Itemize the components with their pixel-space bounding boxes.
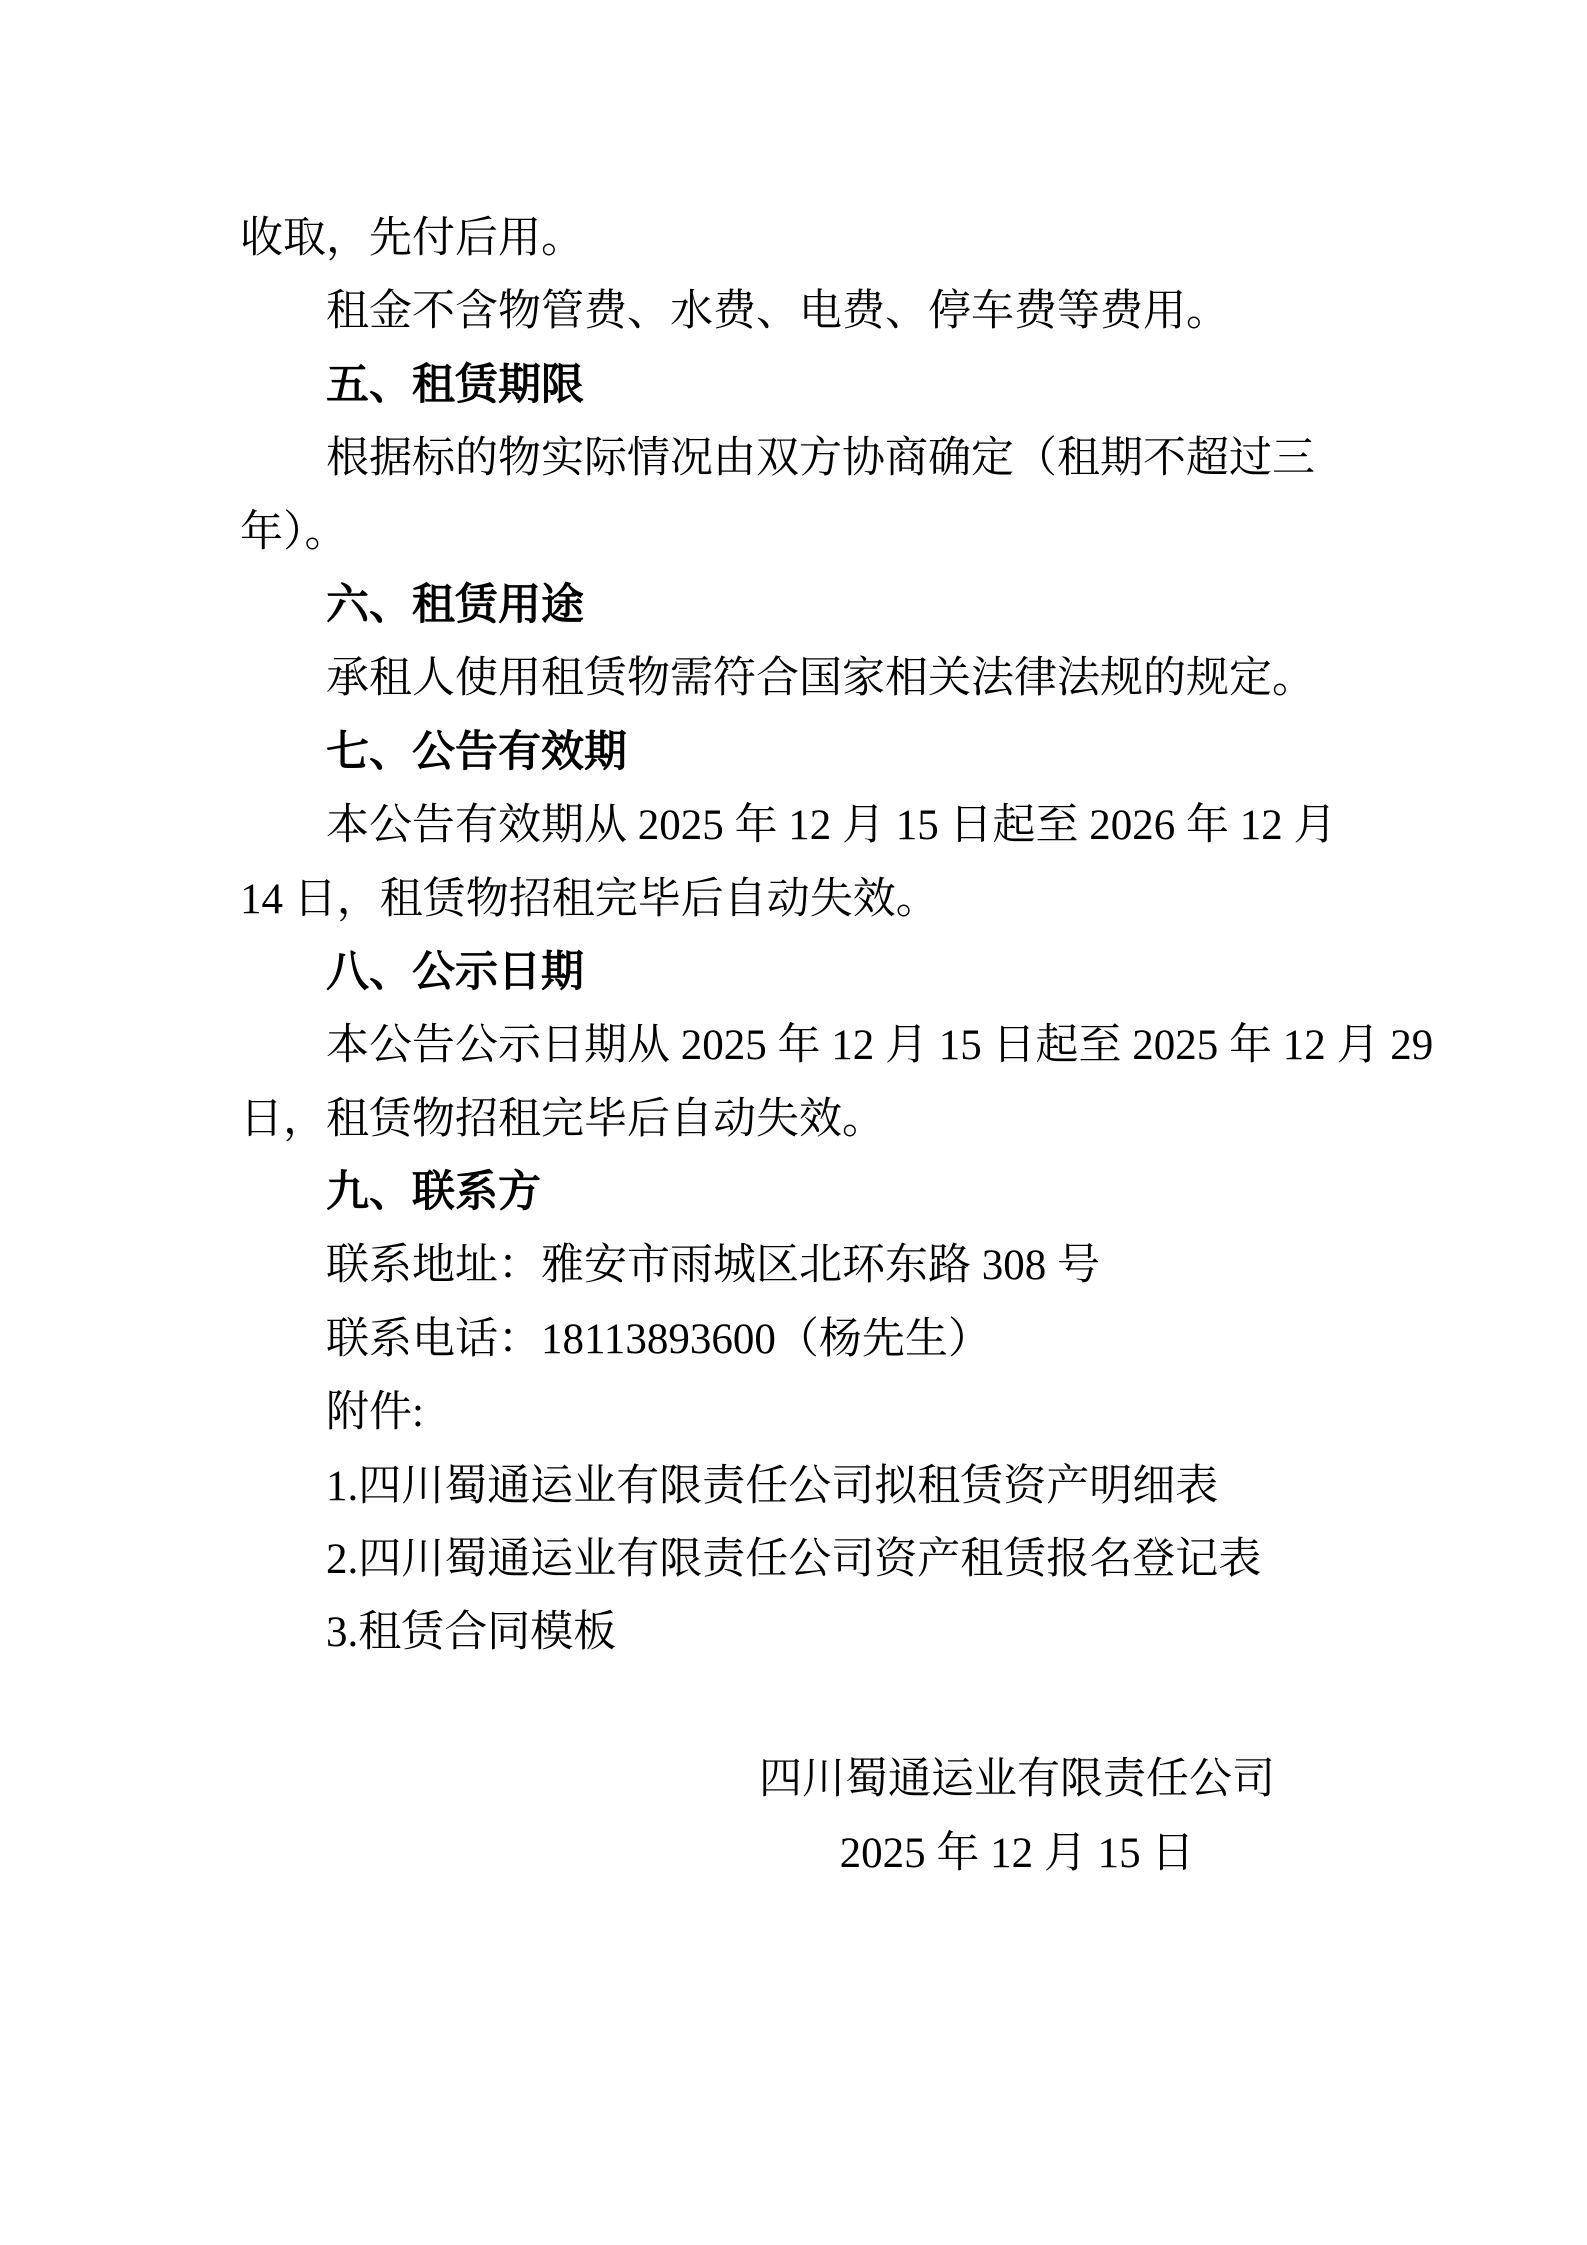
- section-heading: 五、租赁期限: [326, 360, 584, 409]
- signature-date: 2025 年 12 月 15 日: [839, 1829, 1195, 1877]
- attachment-item: 1.四川蜀通运业有限责任公司拟租赁资产明细表: [326, 1462, 1219, 1510]
- doc-line: 承租人使用租赁物需符合国家相关法律法规的规定。: [326, 655, 1315, 703]
- doc-line: 联系地址：雅安市雨城区北环东路 308 号: [326, 1242, 1100, 1290]
- document-content: [240, 202, 1434, 1890]
- signature-company: 四川蜀通运业有限责任公司: [759, 1756, 1275, 1804]
- doc-line: 本公告有效期从 2025 年 12 月 15 日起至 2026 年 12 月: [326, 802, 1337, 850]
- doc-line: 收取，先付后用。: [240, 215, 584, 262]
- doc-line: 本公告公示日期从 2025 年 12 月 15 日起至 2025 年 12 月 29: [326, 1022, 1434, 1070]
- doc-line: 根据标的物实际情况由双方协商确定（租期不超过三: [326, 435, 1315, 483]
- signature-block: [687, 1743, 1347, 1890]
- doc-line: 联系电话：18113893600（杨先生）: [326, 1315, 991, 1363]
- section-heading: 八、公示日期: [326, 947, 584, 996]
- section-heading: 七、公告有效期: [326, 727, 627, 776]
- doc-line: 年）。: [240, 508, 348, 556]
- doc-line: 日，租赁物招租完毕后自动失效。: [240, 1095, 885, 1143]
- attachments-label: 附件:: [326, 1389, 424, 1437]
- doc-line: 租金不含物管费、水费、电费、停车费等费用。: [326, 288, 1229, 336]
- doc-line: 14 日，租赁物招租完毕后自动失效。: [240, 875, 939, 923]
- section-heading: 九、联系方: [326, 1168, 541, 1217]
- attachment-item: 2.四川蜀通运业有限责任公司资产租赁报名登记表: [326, 1536, 1262, 1584]
- section-heading: 六、租赁用途: [326, 580, 584, 629]
- attachment-item: 3.租赁合同模板: [326, 1609, 617, 1657]
